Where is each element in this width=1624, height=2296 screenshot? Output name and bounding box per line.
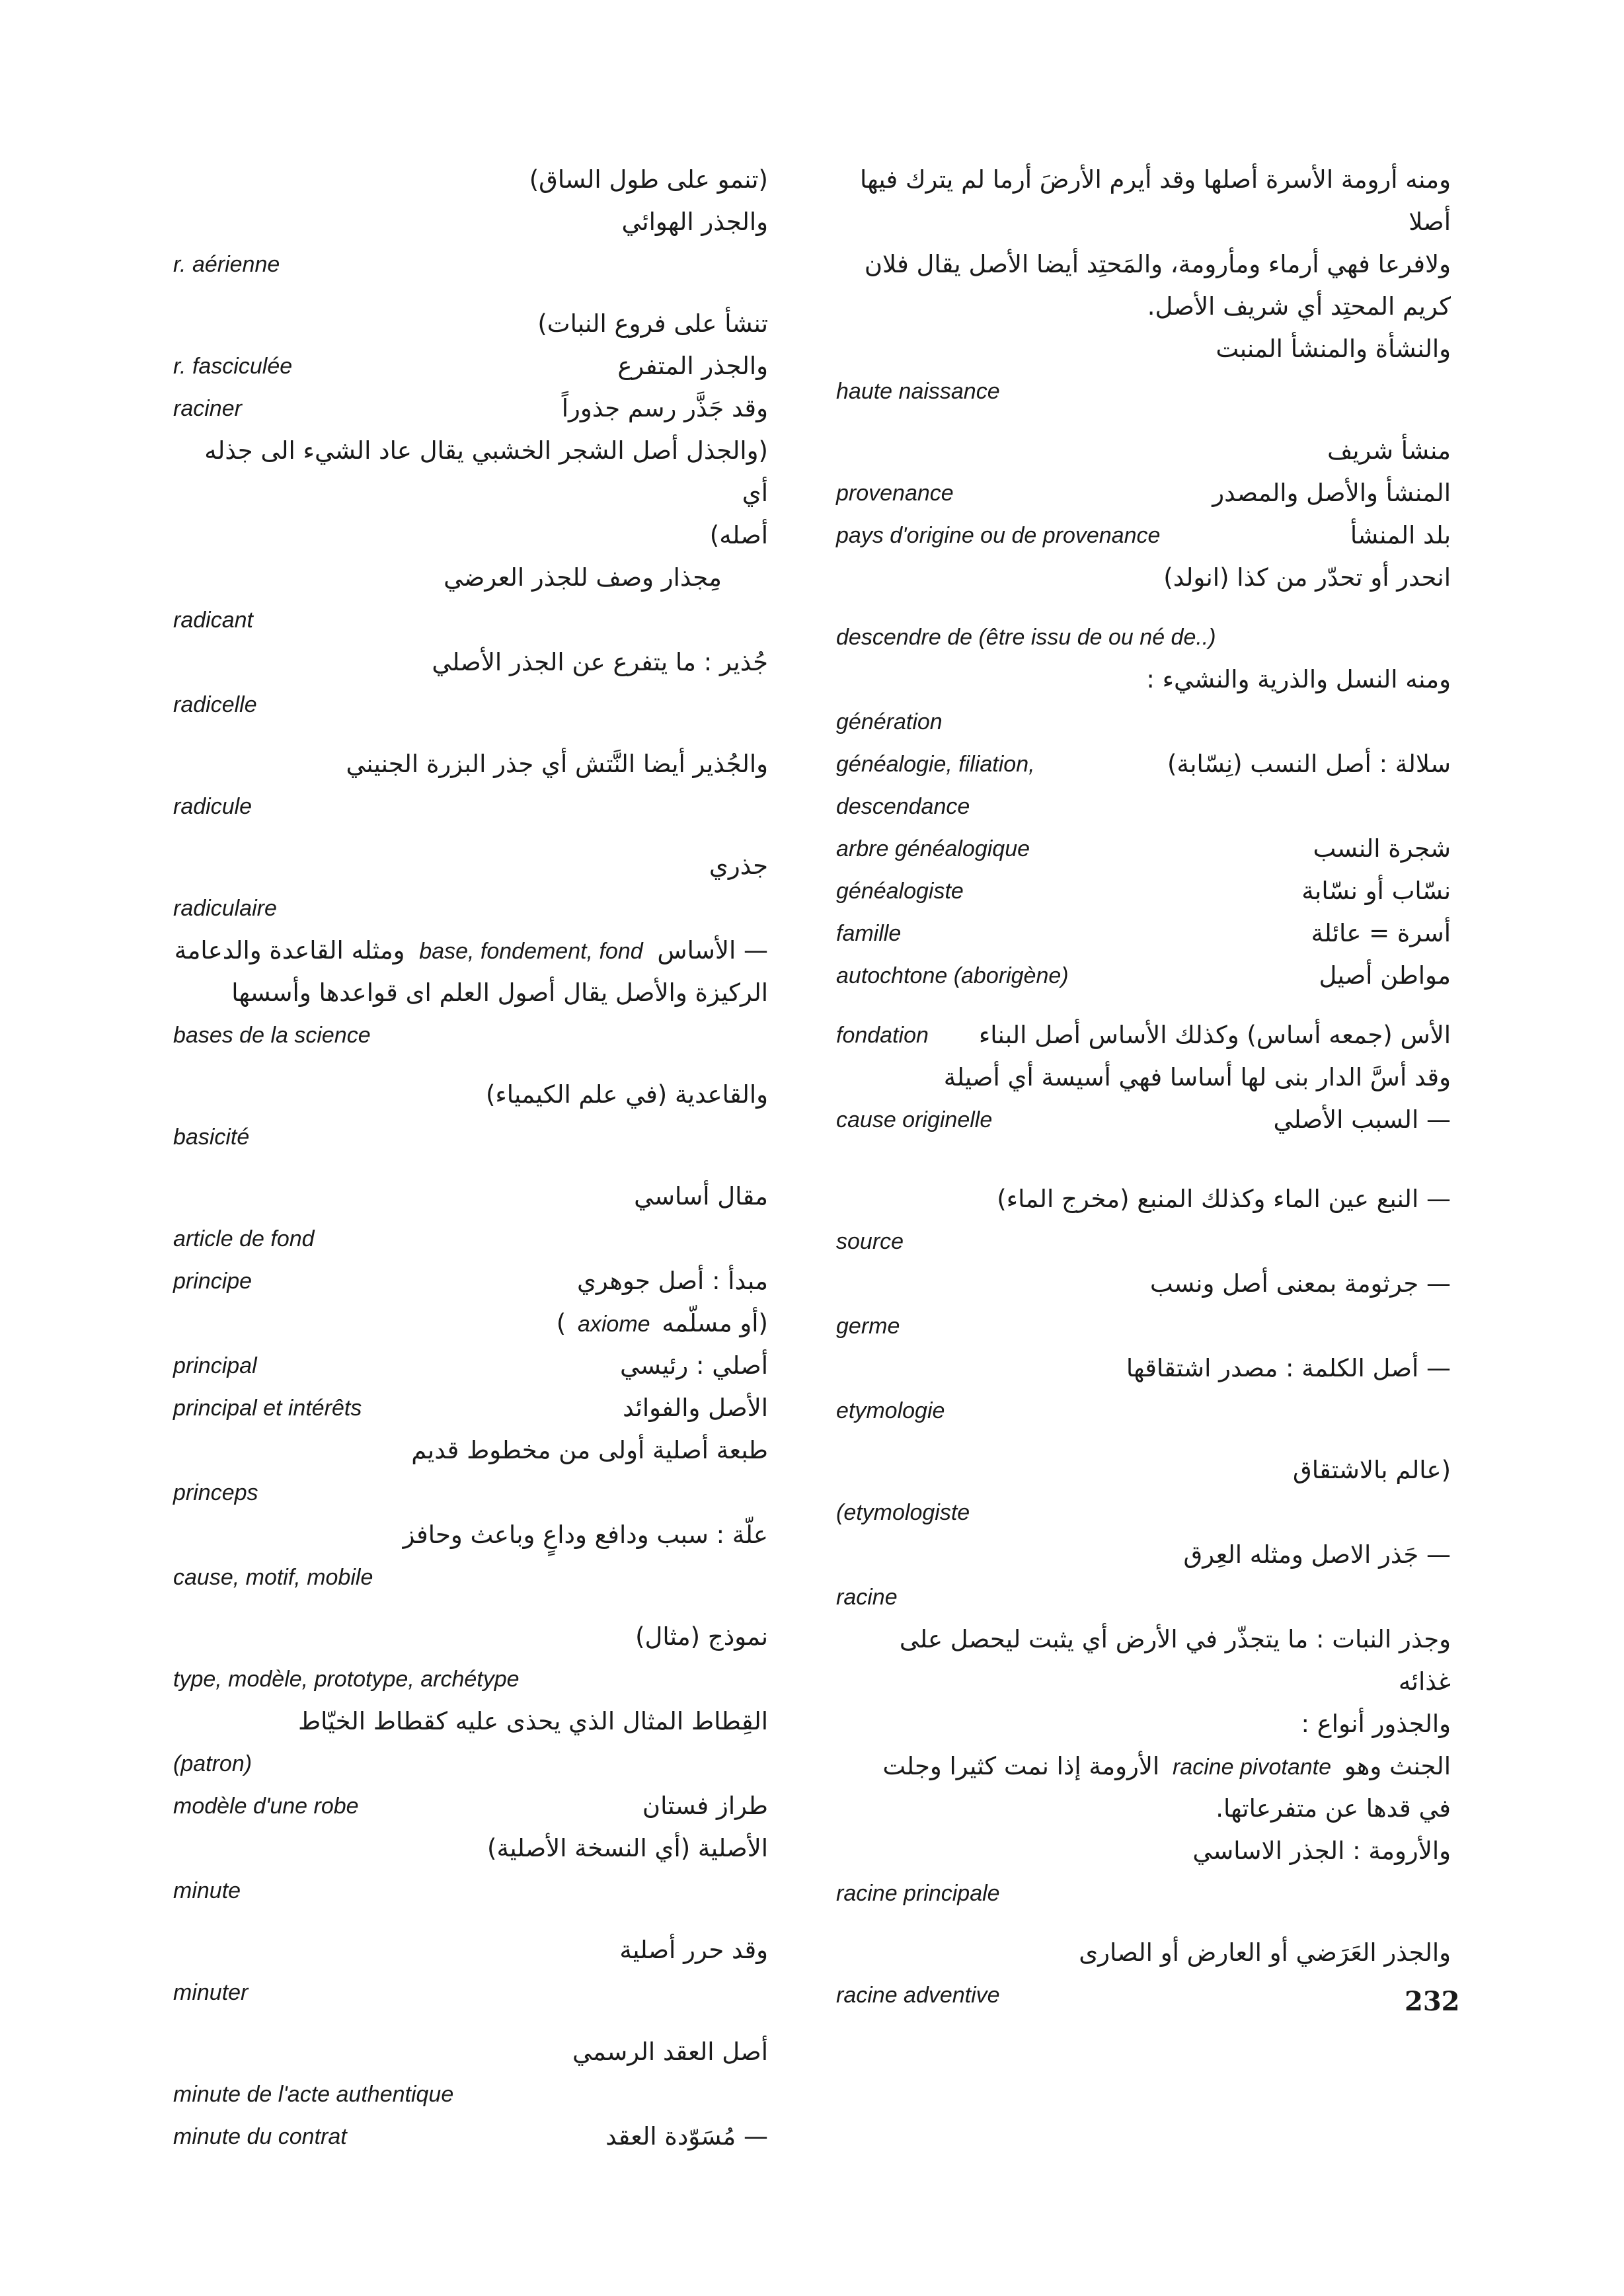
right-line-21 — [836, 1099, 1451, 1141]
french-term: racine pivotante — [1172, 1755, 1332, 1780]
left-line-15: جذري — [709, 851, 768, 880]
left-line-26 — [173, 1345, 768, 1387]
left-line-33: type, modèle, prototype, archétype — [173, 1667, 520, 1692]
left-line-4: تنشأ على فروع النبات) — [537, 309, 768, 338]
left-line-24 — [173, 1260, 768, 1302]
left-line-34: القِطاط المثال الذي يحذى عليه كقطاط الخيّاط — [297, 1707, 768, 1735]
left-line-41: أصل العقد الرسمي — [572, 2038, 768, 2066]
arabic-term: نسّاب أو نسّابة — [1301, 877, 1451, 905]
arabic-term: بلد المنشأ — [1350, 521, 1451, 549]
left-line-36 — [173, 1785, 768, 1827]
arabic-term: الأس (جمعه أساس) وكذلك الأساس أصل البناء — [978, 1021, 1451, 1049]
left-line-37: الأصلية (أي النسخة الأصلية) — [487, 1834, 768, 1862]
left-line-19: bases de la science — [173, 1023, 371, 1048]
french-term: cause originelle — [836, 1107, 993, 1132]
arabic-term: طراز فستان — [642, 1792, 768, 1820]
right-line-19 — [836, 1014, 1451, 1056]
left-line-10: radicant — [173, 608, 253, 633]
arabic-term: — السبب الأصلي — [1273, 1105, 1451, 1134]
arabic-term: مبدأ : أصل جوهري — [576, 1267, 768, 1295]
arabic-term: — الأساس — [657, 936, 768, 965]
left-line-29: princeps — [173, 1480, 258, 1505]
right-line-26: — أصل الكلمة : مصدر اشتقاقها — [1126, 1354, 1451, 1382]
right-line-29: (etymologiste — [836, 1500, 970, 1525]
left-line-43 — [173, 2116, 768, 2158]
left-line-12: radicelle — [173, 692, 257, 717]
left-line-17 — [173, 930, 768, 972]
right-line-17 — [836, 912, 1451, 955]
right-line-23: source — [836, 1229, 904, 1254]
french-term: principal — [173, 1353, 257, 1378]
left-line-27 — [173, 1387, 768, 1429]
right-line-31: racine — [836, 1585, 898, 1610]
right-line-36: في قدها عن متفرعاتها. — [1216, 1794, 1451, 1823]
right-column — [836, 159, 1451, 2016]
left-line-21: basicité — [173, 1125, 250, 1150]
right-line-4: والنشأة والمنشأ المنبت — [1216, 335, 1451, 363]
french-term: pays d'origine ou de provenance — [836, 523, 1161, 548]
right-line-30: — جَذر الاصل ومثله العِرق — [1183, 1540, 1451, 1569]
right-line-22: — النبع عين الماء وكذلك المنبع (مخرج الماء) — [997, 1185, 1451, 1213]
right-line-9: انحدر أو تحدّر من كذا (انولد) — [1163, 563, 1451, 592]
right-line-24: — جرثومة بمعنى أصل ونسب — [1149, 1269, 1451, 1298]
right-line-38: racine principale — [836, 1881, 1000, 1906]
right-line-5: haute naissance — [836, 379, 1000, 404]
right-line-34: والجذور أنواع : — [1301, 1710, 1451, 1738]
page-number: 232 — [1405, 1986, 1460, 2017]
arabic-term: المنشأ والأصل والمصدر — [1212, 479, 1451, 507]
right-line-25: germe — [836, 1314, 900, 1339]
french-term: famille — [836, 921, 902, 946]
arabic-term: أصلي : رئيسي — [620, 1351, 768, 1380]
left-line-16: radiculaire — [173, 896, 277, 921]
right-line-35 — [836, 1745, 1451, 1788]
right-line-6: منشأ شريف — [1327, 436, 1451, 465]
left-line-23: article de fond — [173, 1226, 315, 1251]
arabic-term: والجذر المتفرع — [617, 352, 768, 380]
left-line-31: cause, motif, mobile — [173, 1565, 373, 1590]
left-line-14: radicule — [173, 794, 252, 819]
right-line-37: والأرومة : الجذر الاساسي — [1192, 1837, 1451, 1865]
french-term: généalogiste — [836, 879, 964, 904]
right-line-39: والجذر العَرَضي أو العارض أو الصارى — [1079, 1938, 1451, 1967]
left-line-7: (والجذل أصل الشجر الخشبي يقال عاد الشيء الى جذله أي — [204, 436, 768, 507]
arabic-term: سلالة : أصل النسب (نِسّابة) — [1167, 750, 1451, 778]
right-line-16 — [836, 870, 1451, 912]
french-term: modèle d'une robe — [173, 1794, 359, 1819]
left-line-20: والقاعدية (في علم الكيمياء) — [485, 1080, 768, 1109]
right-line-10: descendre de (être issu de ou né de..) — [836, 625, 1216, 650]
arabic-term: الأصل والفوائد — [623, 1394, 768, 1422]
right-line-32: وجذر النبات : ما يتجذّر في الأرض أي يثبت ليحصل على — [899, 1625, 1451, 1653]
right-line-28: (عالم بالاشتقاق — [1293, 1456, 1451, 1484]
french-term: généalogie, filiation, — [836, 752, 1035, 777]
right-line-15 — [836, 828, 1451, 870]
french-term: fondation — [836, 1023, 929, 1048]
left-line-5 — [173, 345, 768, 387]
left-line-6 — [173, 387, 768, 430]
french-term: autochtone (aborigène) — [836, 963, 1069, 988]
left-line-38: minute — [173, 1878, 241, 1903]
right-line-3: كريم المحتِد أي شريف الأصل. — [1147, 292, 1451, 321]
arabic-term: مواطن أصيل — [1319, 961, 1451, 990]
left-line-3: r. aérienne — [173, 252, 280, 277]
arabic-term: شجرة النسب — [1313, 834, 1451, 863]
french-term: base, fondement, fond — [419, 939, 643, 964]
left-line-18: الركيزة والأصل يقال أصول العلم اى قواعدها وأسسها — [231, 978, 768, 1007]
arabic-term: وقد جَذَّر رسم جذوراً — [561, 394, 768, 422]
arabic-term: الجنث وهو — [1344, 1752, 1451, 1780]
french-term: principe — [173, 1269, 252, 1294]
right-line-7 — [836, 472, 1451, 514]
right-line-13 — [836, 743, 1451, 785]
left-line-9: مِجذار وصف للجذر العرضي — [444, 563, 722, 592]
right-line-27: etymologie — [836, 1398, 945, 1423]
french-term: r. fasciculée — [173, 354, 293, 379]
arabic-term: أسرة = عائلة — [1311, 919, 1451, 947]
arabic-term: — مُسَوّدة العقد — [605, 2122, 768, 2151]
left-line-30: علّة : سبب ودافع وداعٍ وباعث وحافز — [403, 1521, 768, 1549]
left-line-40: minuter — [173, 1980, 249, 2005]
right-line-14: descendance — [836, 794, 970, 819]
left-line-8: أصله) — [709, 521, 768, 549]
french-term: raciner — [173, 396, 242, 421]
left-line-39: وقد حرر أصلية — [619, 1936, 768, 1964]
right-line-8 — [836, 514, 1451, 557]
left-line-2: والجذر الهوائي — [621, 208, 768, 236]
left-line-1: (تنمو على طول الساق) — [529, 165, 768, 194]
french-term: principal et intérêts — [173, 1396, 362, 1421]
left-line-22: مقال أساسي — [634, 1182, 768, 1210]
right-line-11: ومنه النسل والذرية والنشيء : — [1146, 665, 1451, 693]
french-term: minute du contrat — [173, 2124, 347, 2149]
french-term: provenance — [836, 481, 954, 506]
french-term: axiome — [577, 1312, 650, 1337]
arabic-term: ومثله القاعدة والدعامة — [174, 936, 405, 965]
right-line-1: ومنه أرومة الأسرة أصلها وقد أيرم الأرضَ أرما لم يترك فيها أصلا — [860, 165, 1451, 236]
right-line-33: غذائه — [1398, 1667, 1451, 1696]
right-line-12: génération — [836, 709, 943, 734]
right-line-2: ولافرعا فهي أرماء ومأرومة، والمَحتِد أيضا الأصل يقال فلان — [864, 250, 1451, 278]
arabic-term: (أو مسلّمه — [662, 1309, 768, 1337]
right-line-20: وقد أسَّ الدار بنى لها أساسا فهي أسيسة أي أصيلة — [943, 1063, 1451, 1091]
left-line-13: والجُذير أيضا النَّتش أي جذر البزرة الجنيني — [346, 750, 768, 778]
right-line-40: racine adventive — [836, 1983, 1000, 2008]
left-line-42: minute de l'acte authentique — [173, 2082, 454, 2107]
arabic-term: ) — [556, 1309, 566, 1337]
left-line-28: طبعة أصلية أولى من مخطوط قديم — [411, 1436, 768, 1464]
arabic-term: الأرومة إذا نمت كثيرا وجلت — [882, 1752, 1160, 1780]
right-line-18 — [836, 955, 1451, 997]
left-line-25 — [173, 1302, 768, 1345]
french-term: arbre généalogique — [836, 836, 1030, 861]
left-line-35: (patron) — [173, 1751, 252, 1776]
left-line-32: نموذج (مثال) — [635, 1622, 768, 1651]
left-line-11: جُذير : ما يتفرع عن الجذر الأصلي — [432, 648, 768, 676]
left-column — [173, 159, 768, 2158]
